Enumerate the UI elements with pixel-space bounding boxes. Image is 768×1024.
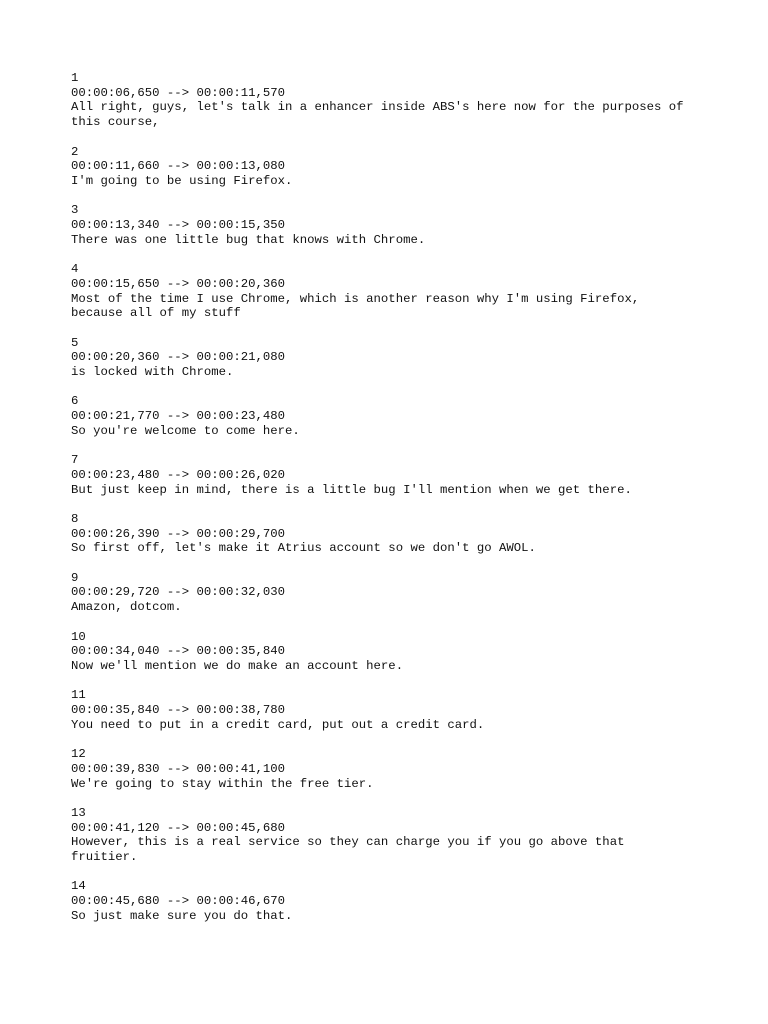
cue-timestamp: 00:00:20,360 --> 00:00:21,080 (71, 350, 286, 365)
subtitle-cue (71, 145, 731, 189)
cue-text-line: because all of my stuff (71, 306, 241, 321)
subtitle-cue (71, 203, 731, 247)
subtitle-cue (71, 879, 731, 923)
cue-text-line: So first off, let's make it Atrius account so we don't go AWOL. (71, 541, 536, 556)
cue-timestamp: 00:00:29,720 --> 00:00:32,030 (71, 585, 286, 600)
cue-text-line: You need to put in a credit card, put out a credit card. (71, 717, 485, 732)
subtitle-cue (71, 571, 731, 615)
subtitle-cue (71, 262, 731, 321)
cue-text-line: We're going to stay within the free tier. (71, 776, 374, 791)
cue-timestamp: 00:00:34,040 --> 00:00:35,840 (71, 644, 286, 659)
subtitle-cue (71, 453, 731, 497)
cue-index: 10 (71, 629, 86, 644)
cue-index: 12 (71, 747, 86, 762)
cue-timestamp: 00:00:06,650 --> 00:00:11,570 (71, 85, 286, 100)
cue-text-line: All right, guys, let's talk in a enhancer inside ABS's here now for the purposes of (71, 100, 684, 115)
cue-text-line: I'm going to be using Firefox. (71, 173, 293, 188)
cue-timestamp: 00:00:26,390 --> 00:00:29,700 (71, 526, 286, 541)
cue-timestamp: 00:00:39,830 --> 00:00:41,100 (71, 761, 286, 776)
cue-text-line: But just keep in mind, there is a little bug I'll mention when we get there. (71, 482, 632, 497)
subtitle-cue (71, 747, 731, 791)
cue-index: 2 (71, 144, 79, 159)
subtitle-cue (71, 71, 731, 130)
cue-text-line: fruitier. (71, 850, 138, 865)
cue-timestamp: 00:00:45,680 --> 00:00:46,670 (71, 894, 286, 909)
cue-index: 4 (71, 262, 79, 277)
cue-text-line: However, this is a real service so they can charge you if you go above that (71, 835, 625, 850)
cue-timestamp: 00:00:13,340 --> 00:00:15,350 (71, 218, 286, 232)
cue-text-line: So just make sure you do that. (71, 908, 293, 923)
cue-timestamp: 00:00:21,770 --> 00:00:23,480 (71, 409, 286, 424)
cue-index: 6 (71, 394, 79, 409)
cue-timestamp: 00:00:15,650 --> 00:00:20,360 (71, 276, 286, 291)
cue-text-line: this course, (71, 115, 160, 130)
cue-text-line: So you're welcome to come here. (71, 423, 300, 438)
subtitle-cue (71, 394, 731, 438)
cue-text-line: Most of the time I use Chrome, which is another reason why I'm using Firefox, (71, 291, 640, 306)
cue-text-line: Now we'll mention we do make an account here. (71, 658, 404, 673)
cue-text-line: Amazon, dotcom. (71, 600, 182, 615)
cue-index: 14 (71, 879, 86, 894)
subtitle-document (71, 71, 731, 938)
cue-index: 11 (71, 688, 86, 703)
cue-timestamp: 00:00:41,120 --> 00:00:45,680 (71, 820, 286, 835)
cue-timestamp: 00:00:23,480 --> 00:00:26,020 (71, 467, 286, 482)
subtitle-cue (71, 512, 731, 556)
cue-text-line: is locked with Chrome. (71, 365, 234, 379)
subtitle-cue (71, 806, 731, 865)
cue-timestamp: 00:00:35,840 --> 00:00:38,780 (71, 703, 286, 718)
cue-index: 1 (71, 71, 79, 85)
subtitle-cue (71, 688, 731, 732)
subtitle-cue (71, 336, 731, 380)
cue-index: 3 (71, 203, 79, 218)
cue-index: 7 (71, 453, 79, 468)
subtitle-cue (71, 630, 731, 674)
cue-index: 5 (71, 335, 79, 350)
cue-index: 9 (71, 570, 79, 585)
cue-text-line: There was one little bug that knows with Chrome. (71, 232, 426, 247)
cue-timestamp: 00:00:11,660 --> 00:00:13,080 (71, 159, 286, 174)
cue-index: 8 (71, 511, 79, 526)
cue-index: 13 (71, 805, 86, 820)
